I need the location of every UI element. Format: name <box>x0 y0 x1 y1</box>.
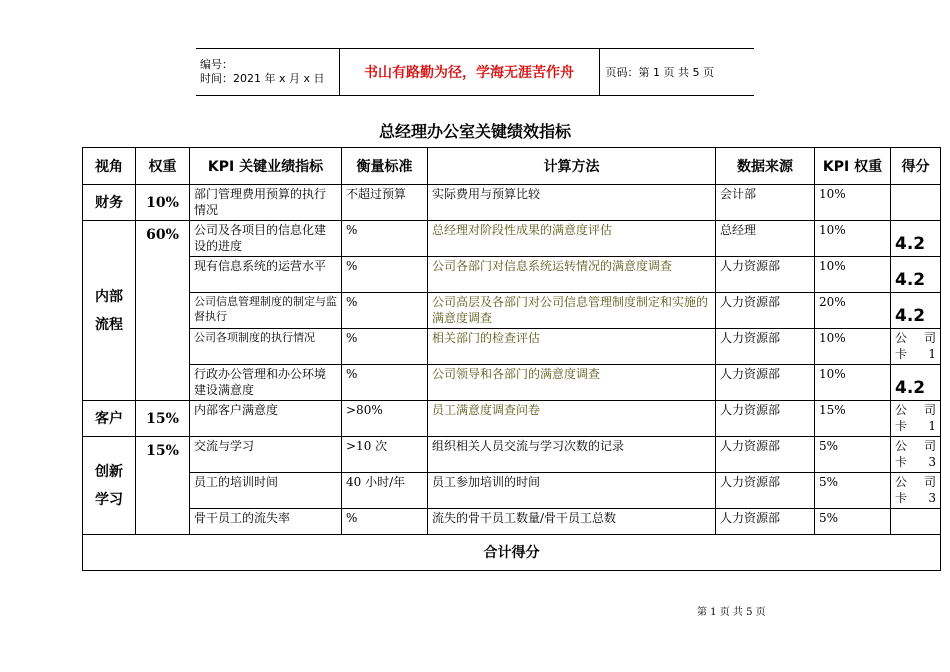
table-row <box>83 509 941 535</box>
kpi-cell: 交流与学习 <box>190 437 342 473</box>
category-internal: 内部 流程 <box>83 221 136 401</box>
source-cell: 人力资源部 <box>716 365 815 401</box>
method-cell: 公司领导和各部门的满意度调查 <box>428 365 716 401</box>
source-cell: 人力资源部 <box>716 509 815 535</box>
kpi-cell: 公司各项制度的执行情况 <box>190 329 342 365</box>
table-row <box>83 329 941 365</box>
weight-finance: 10% <box>136 185 190 221</box>
kpi-weight-cell: 20% <box>815 293 891 329</box>
score-cell: 公 司 卡 1 <box>891 401 941 437</box>
col-header-kpi: KPI 关键业绩指标 <box>190 148 342 185</box>
method-cell: 公司高层及各部门对公司信息管理制度制定和实施的满意度调查 <box>428 293 716 329</box>
document-header <box>196 48 754 96</box>
kpi-cell: 公司及各项目的信息化建设的进度 <box>190 221 342 257</box>
table-row <box>83 293 941 329</box>
kpi-weight-cell: 10% <box>815 185 891 221</box>
table-row <box>83 401 941 437</box>
standard-cell: >80% <box>342 401 428 437</box>
method-cell: 组织相关人员交流与学习次数的记录 <box>428 437 716 473</box>
source-cell: 人力资源部 <box>716 401 815 437</box>
standard-cell: 40 小时/年 <box>342 473 428 509</box>
score-cell: 4.2 <box>891 221 941 257</box>
col-header-score: 得分 <box>891 148 941 185</box>
kpi-cell: 骨干员工的流失率 <box>190 509 342 535</box>
weight-internal: 60% <box>136 221 190 401</box>
score-cell <box>891 509 941 535</box>
score-cell: 4.2 <box>891 365 941 401</box>
total-score-label: 合计得分 <box>83 535 941 571</box>
category-innovation: 创新 学习 <box>83 437 136 535</box>
score-cell: 4.2 <box>891 257 941 293</box>
standard-cell: % <box>342 257 428 293</box>
kpi-weight-cell: 10% <box>815 257 891 293</box>
source-cell: 会计部 <box>716 185 815 221</box>
kpi-cell: 行政办公管理和办公环境建设满意度 <box>190 365 342 401</box>
source-cell: 人力资源部 <box>716 473 815 509</box>
source-cell: 总经理 <box>716 221 815 257</box>
score-cell: 公 司 卡 3 <box>891 437 941 473</box>
table-row <box>83 257 941 293</box>
weight-customer: 15% <box>136 401 190 437</box>
kpi-cell: 内部客户满意度 <box>190 401 342 437</box>
method-cell: 实际费用与预算比较 <box>428 185 716 221</box>
kpi-cell: 部门管理费用预算的执行情况 <box>190 185 342 221</box>
table-header-row <box>83 148 941 185</box>
source-cell: 人力资源部 <box>716 329 815 365</box>
time-label: 时间：2021 年 x 月 x 日 <box>200 72 325 85</box>
table-row <box>83 473 941 509</box>
standard-cell: % <box>342 365 428 401</box>
method-cell: 公司各部门对信息系统运转情况的满意度调查 <box>428 257 716 293</box>
table-row <box>83 185 941 221</box>
score-cell: 公 司 卡 3 <box>891 473 941 509</box>
standard-cell: 不超过预算 <box>342 185 428 221</box>
header-meta <box>196 49 339 96</box>
col-header-kpi-weight: KPI 权重 <box>815 148 891 185</box>
source-cell: 人力资源部 <box>716 437 815 473</box>
source-cell: 人力资源部 <box>716 293 815 329</box>
method-cell: 员工满意度调查问卷 <box>428 401 716 437</box>
kpi-cell: 公司信息管理制度的制定与监督执行 <box>190 293 342 329</box>
page-footer: 第 1 页 共 5 页 <box>697 607 766 618</box>
table-row <box>83 221 941 257</box>
standard-cell: % <box>342 329 428 365</box>
method-cell: 流失的骨干员工数量/骨干员工总数 <box>428 509 716 535</box>
kpi-weight-cell: 15% <box>815 401 891 437</box>
table-row <box>83 437 941 473</box>
method-cell: 总经理对阶段性成果的满意度评估 <box>428 221 716 257</box>
col-header-method: 计算方法 <box>428 148 716 185</box>
method-cell: 员工参加培训的时间 <box>428 473 716 509</box>
col-header-standard: 衡量标准 <box>342 148 428 185</box>
document-title: 总经理办公室关键绩效指标 <box>378 122 571 141</box>
kpi-weight-cell: 5% <box>815 473 891 509</box>
score-cell <box>891 185 941 221</box>
kpi-cell: 员工的培训时间 <box>190 473 342 509</box>
col-header-source: 数据来源 <box>716 148 815 185</box>
table-row <box>83 365 941 401</box>
category-customer: 客户 <box>83 401 136 437</box>
kpi-weight-cell: 5% <box>815 509 891 535</box>
page-info: 页码：第 1 页 共 5 页 <box>599 49 754 96</box>
kpi-weight-cell: 5% <box>815 437 891 473</box>
source-cell: 人力资源部 <box>716 257 815 293</box>
kpi-weight-cell: 10% <box>815 365 891 401</box>
kpi-table <box>82 147 941 571</box>
kpi-cell: 现有信息系统的运营水平 <box>190 257 342 293</box>
motto: 书山有路勤为径，学海无涯苦作舟 <box>339 49 599 96</box>
standard-cell: % <box>342 293 428 329</box>
score-cell: 公 司 卡 1 <box>891 329 941 365</box>
standard-cell: >10 次 <box>342 437 428 473</box>
weight-innovation: 15% <box>136 437 190 535</box>
number-label: 编号： <box>200 58 233 71</box>
kpi-weight-cell: 10% <box>815 221 891 257</box>
standard-cell: % <box>342 509 428 535</box>
kpi-weight-cell: 10% <box>815 329 891 365</box>
category-finance: 财务 <box>83 185 136 221</box>
method-cell: 相关部门的检查评估 <box>428 329 716 365</box>
col-header-perspective: 视角 <box>83 148 136 185</box>
standard-cell: % <box>342 221 428 257</box>
total-row <box>83 535 941 571</box>
score-cell: 4.2 <box>891 293 941 329</box>
col-header-weight: 权重 <box>136 148 190 185</box>
